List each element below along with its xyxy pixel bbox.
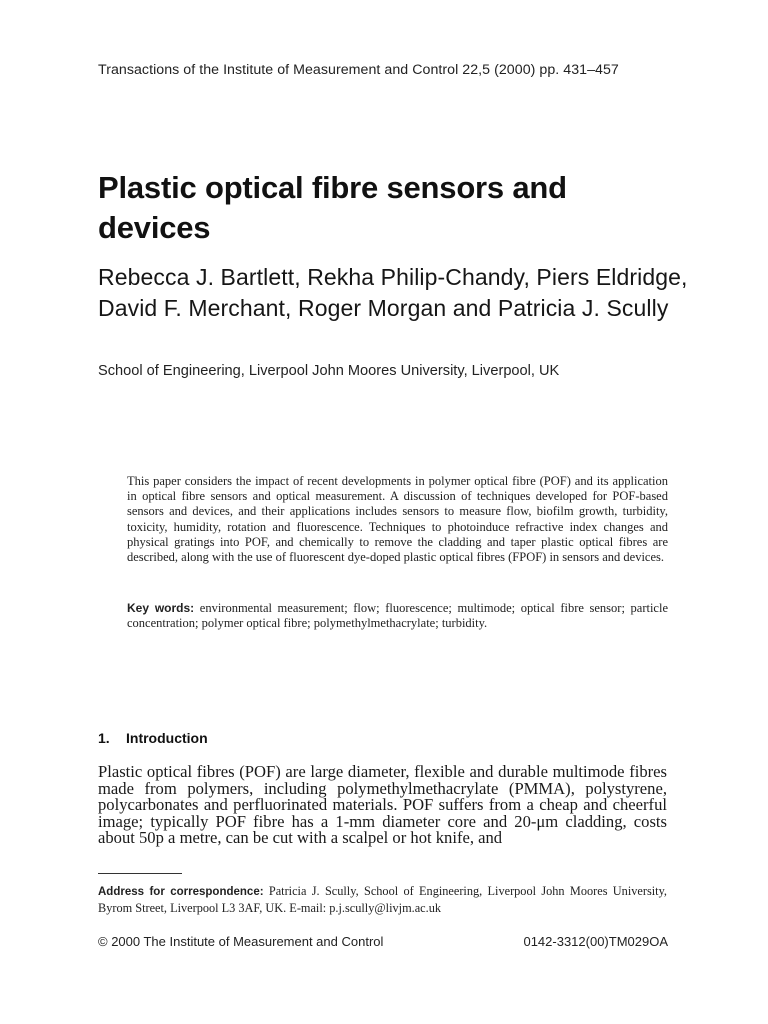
abstract: This paper considers the impact of recent developments in polymer optical fibre (POF) and its application in optical fibre sensors and optical measurement. A discussion of techniques developed for POF-based sensors and devices, and their applications includes sensors to measure flow, biofilm growth, turbidity, toxicity, humidity, rotation and fluorescence. Techniques to photoinduce refractive index changes and physical gratings into POF, and chemically to remove the cladding and taper plastic optical fibres are described, along with the use of fluorescent dye-doped plastic optical fibres (FPOF) in sensors and devices. bbox=[127, 474, 668, 565]
journal-citation: Transactions of the Institute of Measurement and Control 22,5 (2000) pp. 431–457 bbox=[98, 62, 619, 78]
section-title: Introduction bbox=[126, 730, 208, 746]
article-code: 0142-3312(00)TM029OA bbox=[523, 934, 668, 949]
keywords bbox=[127, 601, 668, 631]
footnote-text: Patricia J. Scully, School of Engineering, Liverpool John Moores University, Byrom Street, Liverpool L3 3AF, UK. E-mail: p.j.scully@livjm.ac.uk bbox=[98, 884, 667, 915]
section-heading bbox=[98, 730, 208, 746]
introduction-text: Plastic optical fibres (POF) are large diameter, flexible and durable multimode fibres made from polymers, including polymethylmethacrylate (PMMA), polystyrene, polycarbonates and perfluorinated materials. POF suffers from a cheap and cheerful image; typically POF fibre has a 1-mm diameter core and 20-μm cladding, costs about 50p a metre, can be cut with a scalpel or hot knife, and bbox=[98, 762, 667, 848]
paper-title: Plastic optical fibre sensors and devices bbox=[98, 170, 567, 245]
keywords-label: Key words: bbox=[127, 601, 195, 615]
section-number: 1. bbox=[98, 730, 110, 746]
copyright-notice: © 2000 The Institute of Measurement and Control bbox=[98, 934, 384, 949]
author-list: Rebecca J. Bartlett, Rekha Philip-Chandy, Piers Eldridge, David F. Merchant, Roger Morgan and Patricia J. Scully bbox=[98, 264, 688, 321]
affiliation: School of Engineering, Liverpool John Moores University, Liverpool, UK bbox=[98, 363, 560, 379]
keywords-text: environmental measurement; flow; fluorescence; multimode; optical fibre sensor; particle concentration; polymer optical fibre; polymethylmethacrylate; turbidity. bbox=[127, 601, 668, 631]
correspondence-footnote bbox=[98, 883, 667, 916]
footnote-divider bbox=[98, 873, 182, 874]
footnote-label: Address for correspondence: bbox=[98, 886, 264, 898]
